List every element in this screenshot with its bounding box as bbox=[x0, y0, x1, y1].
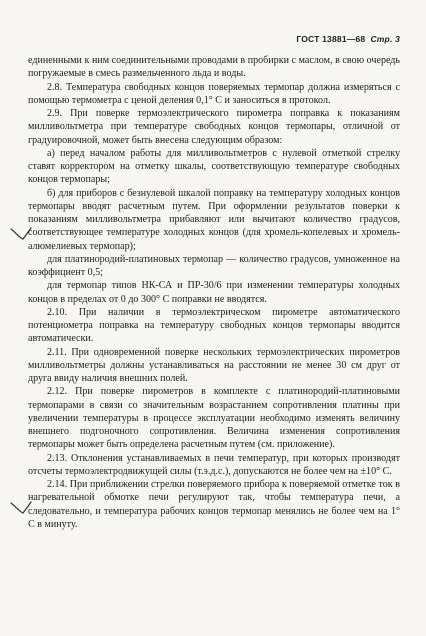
paragraph-2-10: 2.10. При наличии в термоэлектрическом пирометре автоматического потенциометра поправка на температуру свободных концов термопары вводится автоматически. bbox=[28, 306, 400, 345]
standard-number: ГОСТ 13881—68 bbox=[296, 34, 366, 44]
page-header bbox=[290, 34, 400, 44]
paragraph-nk-sa: для термопар типов НК-СА и ПР-30/6 при изменении температуры холодных концов в пределах от 0 до 300° С поправки не вводятся. bbox=[28, 280, 400, 305]
paragraph-2-9: 2.9. При поверке термоэлектрического пирометра поправка к показаниям милливольтметра при температуре свободных концов термопары, отличной от градуировочной, может быть внесена следующим образом: bbox=[28, 108, 400, 146]
body-text bbox=[28, 54, 400, 531]
paragraph-2-11: 2.11. При одновременной поверке нескольких термоэлектрических пирометров милливольтметры должны устанавливаться на расстоянии не менее 30 см друг от друга ввиду наличия внешних полей. bbox=[28, 346, 400, 384]
paragraph-2-12: 2.12. При поверке пирометров в комплекте с платинородий-платиновыми термопарами в связи со значительным возрастанием сопротивления платины при увеличении температуры в процессе эксплуатации необходимо изменять величину внешнего подгоночного сопротивления. Величина изменения сопротивления термопары может быть определена расчетным путем (см. приложение). bbox=[28, 386, 400, 451]
paragraph-2-9-b: б) для приборов с безнулевой шкалой поправку на температуру холодных концов термопары вводят расчетным путем. При оформлении результатов поверки к показаниям милливольтметра прибавляют или вычитают количество градусов, соответствующее температуре холодных концов (для хромель-копелевых и хромель-алюмелиевых термопар); bbox=[28, 187, 400, 252]
paragraph-2-14: 2.14. При приближении стрелки поверяемого прибора к поверяемой отметке ток в нагревательной обмотке печи регулируют так, чтобы температура печи, а следовательно, и температура рабочих концов термопар менялись не более чем на 1° С в минуту. bbox=[28, 479, 400, 530]
paragraph-continuation: единенными к ним соединительными проводами в пробирки с маслом, в свою очередь погружаемые в смесь размельченного льда и воды. bbox=[28, 55, 400, 80]
page-number: Стр. 3 bbox=[370, 34, 400, 44]
paragraph-2-8: 2.8. Температура свободных концов поверяемых термопар должна измеряться с помощью термометра с ценой деления 0,1° С и заноситься в протокол. bbox=[28, 81, 400, 106]
paragraph-platinum: для платинородий-платиновых термопар — количество градусов, умноженное на коэффициент 0,5; bbox=[28, 253, 400, 278]
paragraph-2-13: 2.13. Отклонения устанавливаемых в печи температур, при которых производят отсчеты термоэлектродвижущей силы (т.э.д.с.), допускаются не более чем на ±10° С. bbox=[28, 452, 400, 477]
paragraph-2-9-a: а) перед началом работы для милливольтметров с нулевой отметкой стрелку ставят корректором на отметку шкалы, соответствующую температуре свободных концов термопары; bbox=[28, 147, 400, 186]
